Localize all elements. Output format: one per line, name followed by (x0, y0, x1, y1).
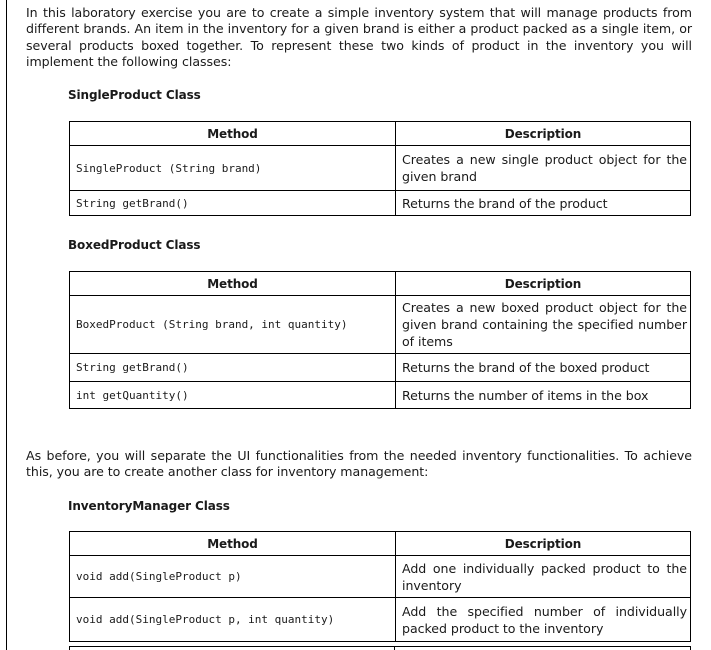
description-column-header: Description (396, 532, 691, 556)
description-column-header: Description (396, 122, 691, 146)
table-row (70, 146, 691, 191)
method-signature: int getQuantity() (70, 382, 396, 409)
single-product-table (69, 121, 691, 216)
method-signature: void add(SingleProduct p, int quantity) (70, 598, 396, 642)
method-description: Returns the brand of the boxed product (396, 354, 691, 382)
method-signature: BoxedProduct (String brand, int quantity) (70, 296, 396, 354)
inventory-manager-heading: InventoryManager Class (68, 499, 230, 513)
intro-paragraph: In this laboratory exercise you are to create a simple inventory system that will manage products from different brands. An item in the inventory for a given brand is either a product packed as a single item, or several products boxed together. To represent these two kinds of product in the inventory you will implement the following classes: (26, 5, 692, 70)
table-row (70, 598, 691, 642)
method-description: Returns the number of items in the box (396, 382, 691, 409)
table-continuation-divider (394, 646, 395, 650)
method-description: Creates a new boxed product object for the given brand containing the specified number of items (396, 296, 691, 354)
method-column-header: Method (70, 122, 396, 146)
method-description: Returns the brand of the product (396, 191, 691, 216)
boxed-product-table (69, 271, 691, 409)
method-signature: SingleProduct (String brand) (70, 146, 396, 191)
middle-paragraph: As before, you will separate the UI functionalities from the needed inventory functionalities. To achieve this, you are to create another class for inventory management: (26, 448, 692, 480)
table-header-row (70, 272, 691, 296)
method-description: Creates a new single product object for the given brand (396, 146, 691, 191)
table-row (70, 354, 691, 382)
method-signature: String getBrand() (70, 191, 396, 216)
method-column-header: Method (70, 272, 396, 296)
table-row (70, 556, 691, 598)
inventory-manager-table (69, 531, 691, 642)
table-row (70, 296, 691, 354)
table-header-row (70, 122, 691, 146)
method-description: Add the specified number of individually packed product to the inventory (396, 598, 691, 642)
table-row (70, 191, 691, 216)
method-signature: String getBrand() (70, 354, 396, 382)
method-column-header: Method (70, 532, 396, 556)
method-description: Add one individually packed product to the inventory (396, 556, 691, 598)
single-product-heading: SingleProduct Class (68, 88, 201, 102)
table-continuation (69, 646, 691, 650)
table-header-row (70, 532, 691, 556)
method-signature: void add(SingleProduct p) (70, 556, 396, 598)
table-row (70, 382, 691, 409)
description-column-header: Description (396, 272, 691, 296)
page-left-border (6, 0, 7, 650)
boxed-product-heading: BoxedProduct Class (68, 238, 201, 252)
